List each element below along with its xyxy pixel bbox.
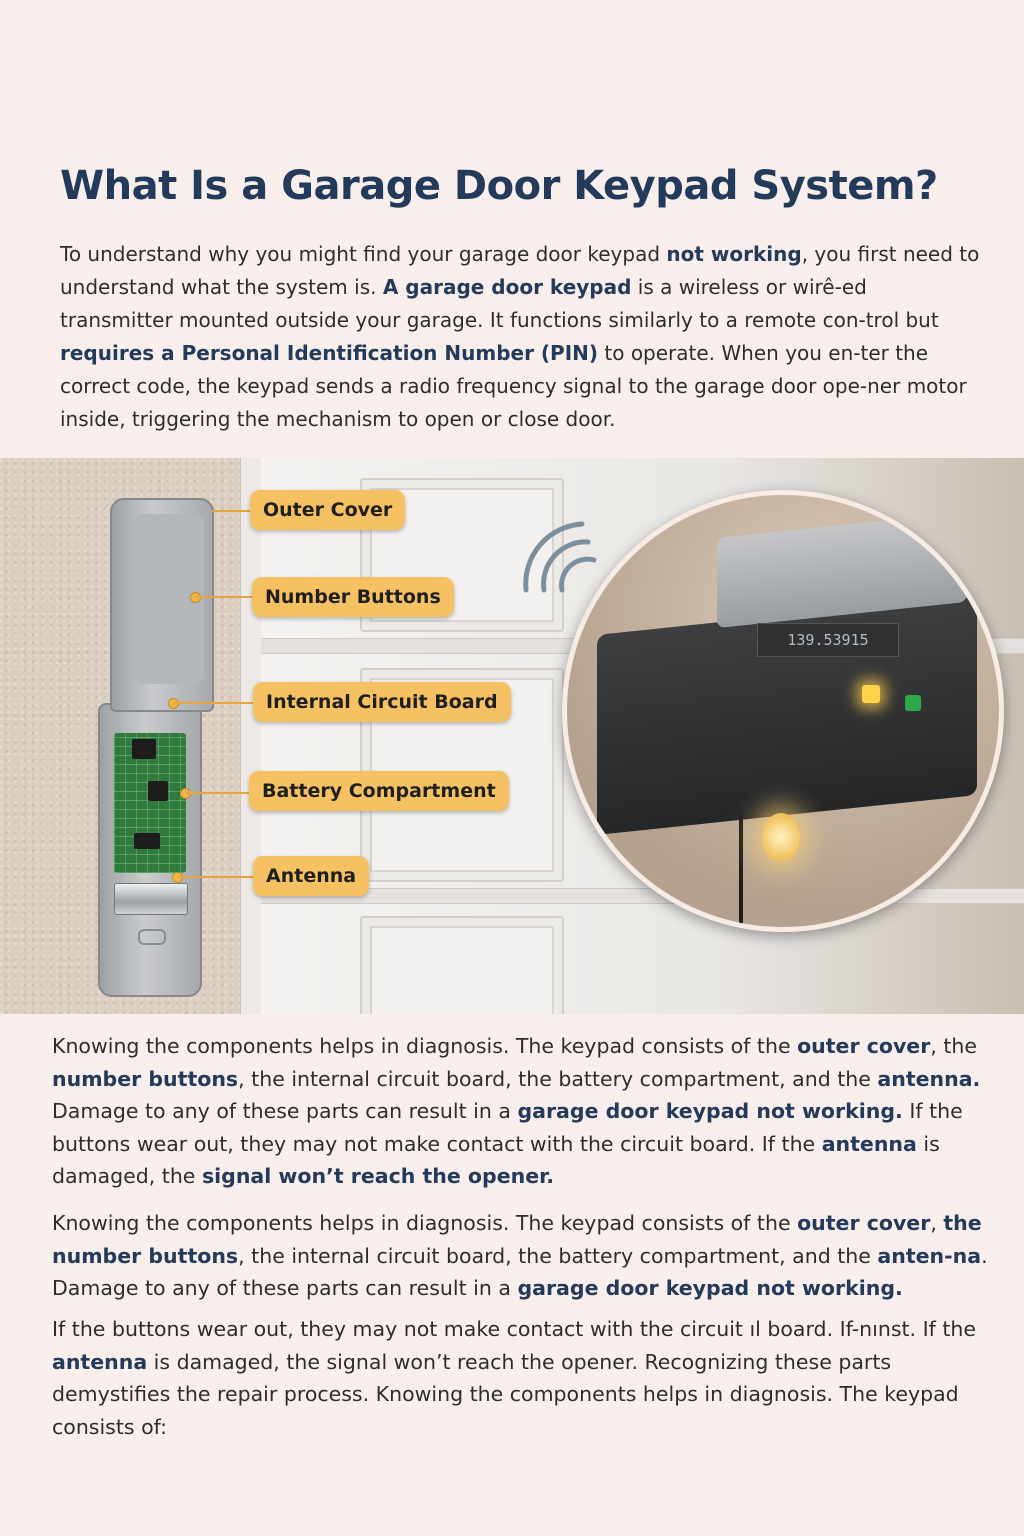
chip [134, 833, 160, 849]
emphasis: number buttons [52, 1066, 239, 1091]
callout-outer-cover: Outer Cover [250, 490, 405, 530]
emphasis: outer cover [797, 1034, 931, 1058]
emphasis: garage door keypad not working. [517, 1276, 903, 1300]
keypad-body [98, 703, 202, 997]
text: Knowing the components helps in diagnosis. The keypad consists of the [52, 1034, 798, 1058]
callout-circuit-board: Internal Circuit Board [253, 682, 511, 722]
leader-line [186, 792, 250, 794]
text: If the buttons wear out, they may not make contact with the circuit board. If the [52, 1099, 963, 1156]
power-cord [739, 815, 743, 925]
emphasis: requires a Personal Identification Number (PIN) [60, 341, 599, 365]
emphasis: anten-na [877, 1243, 982, 1268]
emphasis: signal won’t reach the opener. [201, 1164, 555, 1188]
page-title: What Is a Garage Door Keypad System? [60, 163, 938, 209]
text: To understand why you might find your garage door keypad [60, 242, 667, 266]
text: Damage to any of these parts can result in a [52, 1099, 518, 1123]
leader-line [178, 876, 256, 878]
text: , [930, 1211, 944, 1235]
text: to operate. When you en-ter the correct code, the keypad sends a radio frequency signal to the garage door ope-ner motor inside, triggering the mechanism to open or close door. [60, 341, 967, 431]
text: , the internal circuit board, the battery compartment, and the [238, 1066, 878, 1091]
text: , the internal circuit board, the battery compartment, and the [238, 1243, 878, 1268]
chip [132, 739, 156, 759]
intro-paragraph [60, 238, 980, 436]
wireless-signal-icon [512, 516, 602, 596]
leader-line [212, 510, 252, 512]
text: is damaged, the signal won’t reach the opener. Recognizing these parts demystifies the repair process. Knowing the components helps in diagnosis. The keypad consists of: [52, 1349, 959, 1439]
door-trim [240, 458, 261, 1014]
emphasis: outer cover [797, 1211, 931, 1235]
emphasis: antenna. [877, 1066, 981, 1091]
callout-number-buttons: Number Buttons [252, 577, 454, 617]
text: is damaged, the [52, 1131, 940, 1188]
leader-line [174, 702, 258, 704]
circuit-board [114, 733, 186, 873]
components-paragraph [52, 1030, 1002, 1193]
text: If the buttons wear out, they may not make contact with the circuit ıl board. If-nınst. If the [52, 1317, 976, 1341]
emphasis: garage door keypad not working. [517, 1099, 903, 1123]
light-bulb-icon [762, 813, 800, 861]
text: Knowing the components helps in diagnosis. The keypad consists of the [52, 1211, 798, 1235]
callout-antenna: Antenna [253, 856, 369, 896]
status-led-yellow [862, 685, 880, 703]
emphasis: antenna [52, 1349, 148, 1374]
keypad-cover [110, 498, 214, 712]
text: , the [930, 1034, 978, 1058]
emphasis: not working [666, 242, 802, 266]
closing-paragraph [52, 1313, 1002, 1443]
emphasis: the number buttons [52, 1211, 982, 1268]
emphasis: antenna [821, 1131, 917, 1156]
components-paragraph-repeat [52, 1207, 1002, 1305]
keypad-logo-icon [138, 929, 166, 945]
keypad-illustration [0, 458, 1024, 1014]
chip [148, 781, 168, 801]
status-led-green [905, 695, 921, 711]
keypad-device [98, 498, 216, 998]
text: is a wireless or wirê-ed transmitter mounted outside your garage. It functions similarly to a remote con-trol but [60, 275, 939, 332]
text: . Damage to any of these parts can result in a [52, 1243, 988, 1300]
callout-battery: Battery Compartment [249, 771, 509, 811]
emphasis: A garage door keypad [382, 275, 632, 299]
opener-label: 139.53915 [757, 623, 899, 657]
leader-line [196, 596, 256, 598]
battery [114, 883, 188, 915]
door-panel [360, 916, 564, 1014]
text: , you first need to understand what the system is. [60, 242, 980, 299]
opener-closeup [562, 490, 1004, 932]
